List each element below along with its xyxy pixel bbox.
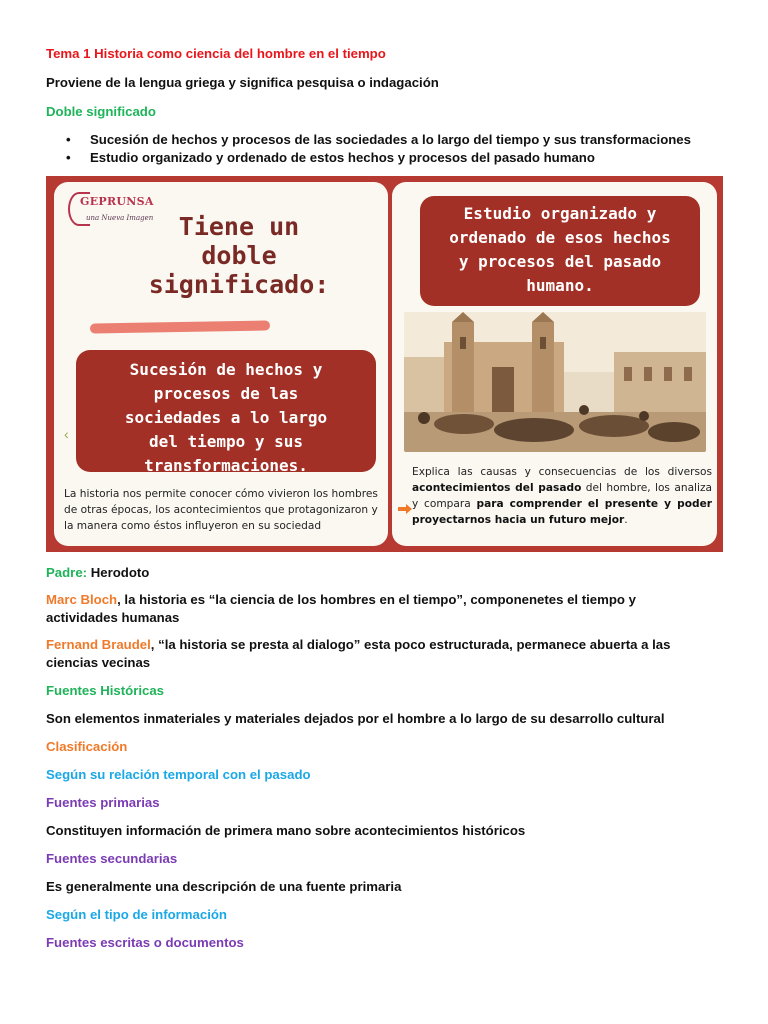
escritas-heading: Fuentes escritas o documentos [46,935,244,950]
title-line: Tiene un [178,212,300,241]
clasificacion-heading: Clasificación [46,739,128,754]
bloch-name: Marc Bloch [46,592,118,607]
primarias-heading: Fuentes primarias [46,795,160,810]
bloch-text-cont: actividades humanas [46,610,180,625]
intro-text: Proviene de la lengua griega y significa pesquisa o indagación [46,75,439,90]
padre-label: Padre: [46,565,88,580]
infographic-right-panel [392,182,717,546]
box-line: transformaciones. [144,456,308,475]
box-line: procesos de las [153,384,299,403]
box-line: sociedades a lo largo [124,408,328,427]
note-part-bold: acontecimientos del pasado [412,482,582,494]
segun-tipo-heading: Según el tipo de información [46,907,227,922]
box-line: y procesos del pasado [458,252,662,271]
note-part: del hombre, los analiza y compara [412,482,712,510]
infographic-image [46,176,723,552]
primarias-text: Constituyen información de primera mano sobre acontecimientos históricos [46,823,526,838]
right-definition-box [420,196,700,306]
box-line: humano. [526,276,594,295]
chevron-left-icon: ‹ [64,426,69,442]
padre-value: Herodoto [90,565,150,580]
bullet-dot-icon: • [66,132,71,147]
right-note [412,464,712,528]
bullet-text: Sucesión de hechos y procesos de las sociedades a lo largo del tiempo y sus transformaciones [90,132,691,147]
braudel-line [46,636,728,654]
doble-significado-heading: Doble significado [46,104,156,119]
left-definition-box [76,350,376,475]
braudel-text-cont: ciencias vecinas [46,655,151,670]
box-line: Sucesión de hechos y [129,360,323,379]
logo-text: GEPRUNSA [80,195,154,208]
padre-line [46,564,728,582]
infographic-left-panel [54,182,388,546]
box-line: ordenado de esos hechos [449,228,671,247]
left-note: La historia nos permite conocer cómo vivieron los hombres de otras épocas, los acontecimientos que protagonizaron y la manera como éstos influyeron en su sociedad [64,488,378,532]
bullet-dot-icon: • [66,150,71,165]
box-line: del tiempo y sus [148,432,304,451]
bloch-line [46,591,728,609]
doc-title: Tema 1 Historia como ciencia del hombre en el tiempo [46,46,386,61]
bloch-text: , la historia es “la ciencia de los hombres en el tiempo”, componenetes el tiempo y [117,592,636,607]
title-line: significado: [148,270,330,299]
secundarias-heading: Fuentes secundarias [46,851,178,866]
secundarias-text: Es generalmente una descripción de una fuente primaria [46,879,402,894]
infographic-title [114,212,364,299]
arrow-right-icon [398,504,412,514]
fuentes-text: Son elementos inmateriales y materiales dejados por el hombre a lo largo de su desarrollo cultural [46,711,665,726]
title-line: doble [201,241,277,270]
braudel-text: , “la historia se presta al dialogo” esta poco estructurada, permanece abuerta a las [150,637,671,652]
decorative-swoosh [90,320,270,333]
fuentes-heading: Fuentes Históricas [46,683,164,698]
note-part: Explica las causas y consecuencias de los diversos [412,466,712,478]
segun-temporal-heading: Según su relación temporal con el pasado [46,767,311,782]
box-line: Estudio organizado y [463,204,657,223]
braudel-name: Fernand Braudel [46,637,151,652]
note-part-bold: para comprender el presente y poder proyectarnos hacia un futuro mejor [412,498,712,526]
logo-subtext: una Nueva Imagen [86,214,154,222]
historic-plaza-photo [404,312,706,452]
note-part: . [624,514,628,526]
bullet-text: Estudio organizado y ordenado de estos hechos y procesos del pasado humano [90,150,595,165]
